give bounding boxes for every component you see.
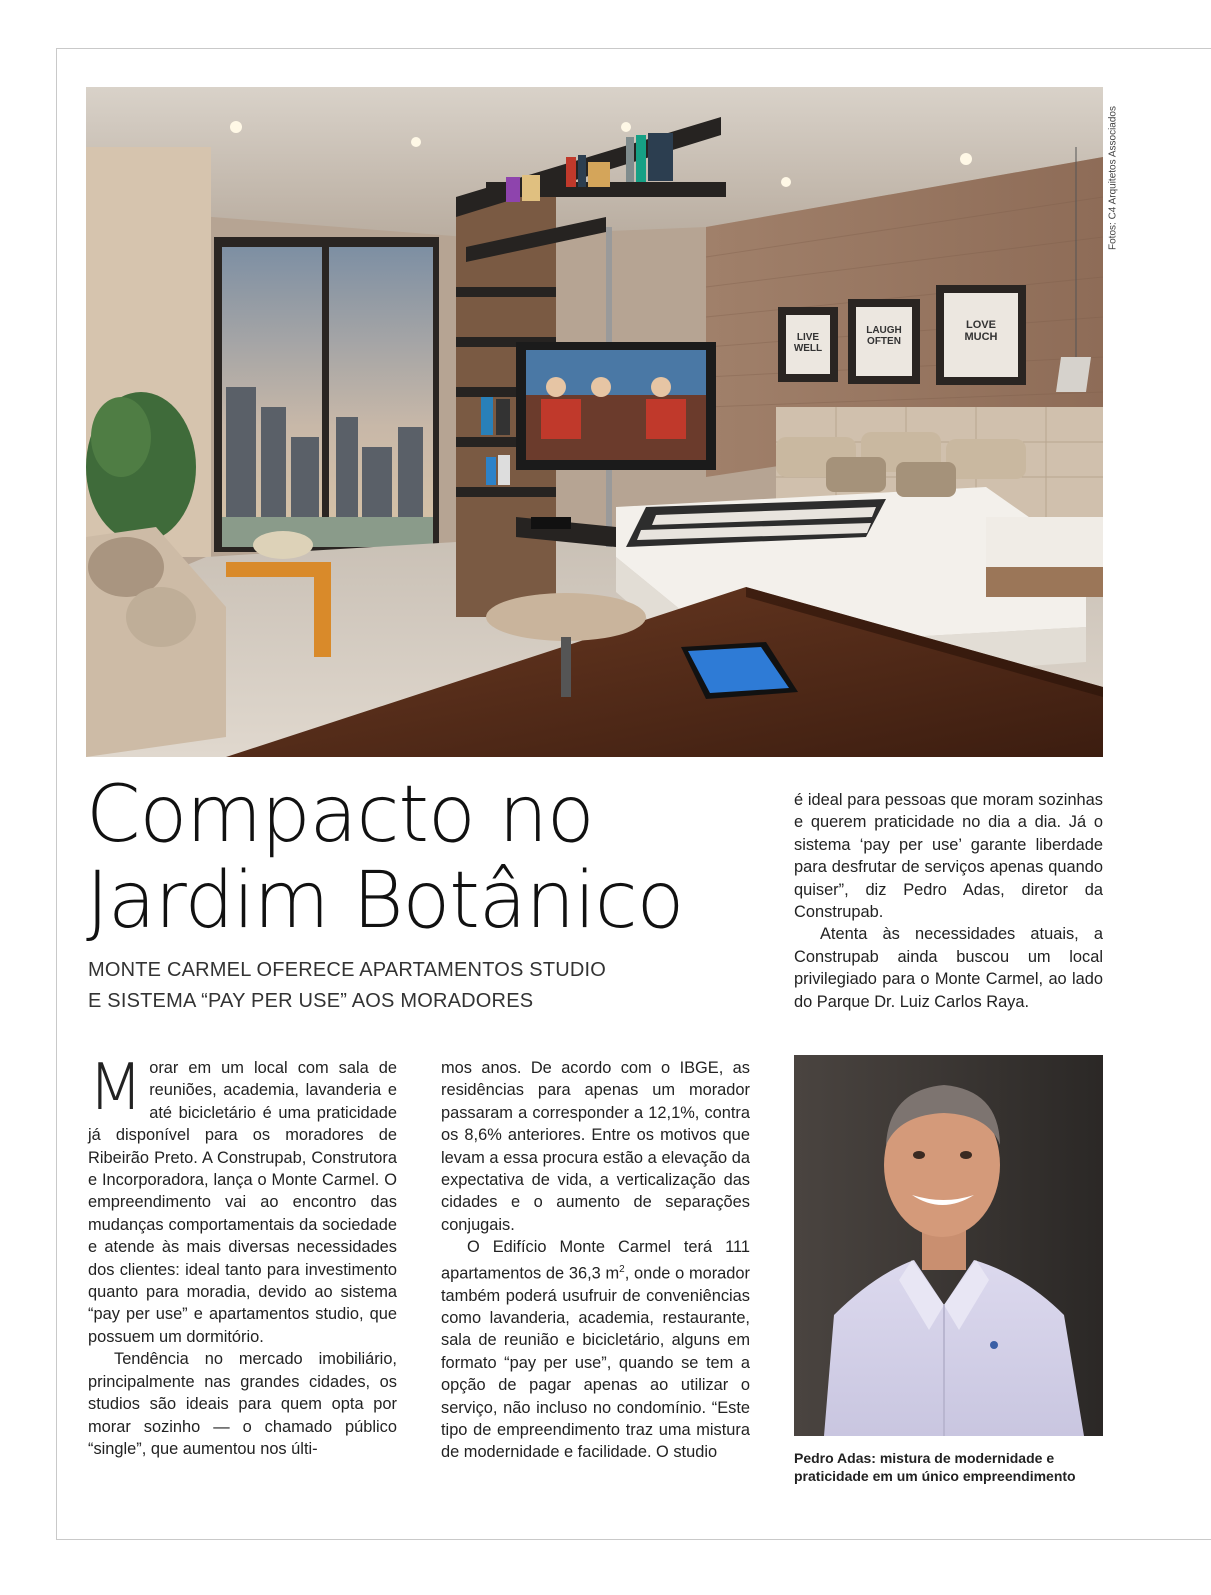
paragraph: mos anos. De acordo com o IBGE, as residências para apenas um morador passaram a corresponder a 12,1%, contra os 8,6% anteriores. Entre os motivos que levam a essa procura estão a elevação da expectativa de vida, a verticalização das cidades e o aumento de separações conjugais. (441, 1059, 750, 1234)
art-frame-line: LAUGH (866, 325, 902, 336)
paragraph: é ideal para pessoas que moram sozinhas e querem praticidade no dia a dia. Já o sistema ‘pay per use’ garante liberdade para desfrutar de serviços apenas quando quiser”, diz Pedro Adas, diretor da Construpab. (794, 791, 1103, 922)
article-subtitle-line: E SISTEMA “PAY PER USE” AOS MORADORES (88, 990, 534, 1012)
photo-caption (794, 1449, 1114, 1485)
article-title-line: Jardim Botânico (86, 856, 684, 946)
paragraph (88, 1051, 397, 1348)
article-subtitle-line: MONTE CARMEL OFERECE APARTAMENTOS STUDIO (88, 959, 607, 981)
photo-caption-line: Pedro Adas: mistura de modernidade e (794, 1450, 1055, 1466)
paragraph-text: orar em um local com sala de reuniões, academia, lavanderia e até bicicletário é uma praticidade já disponível para os moradores de Ribeirão Preto. A Construpab, Construtora e Incorporadora, lança o Monte Carmel. O empreendimento vai ao encontro das mudanças comportamentais da sociedade e atende às mais diversas necessidades dos clientes: ideal tanto para investimento quanto para moradia, devido ao sistema “pay per use” e apartamentos studio, que possuem um dormitório. (88, 1059, 397, 1346)
article-column-2 (441, 1057, 750, 1464)
art-frame-line: LIVE (796, 332, 820, 343)
photo-credit (1106, 88, 1120, 268)
article-title (86, 772, 746, 944)
art-frame-line: WELL (793, 343, 823, 354)
article-title-line: Compacto no (86, 770, 594, 860)
superscript: 2 (619, 1263, 625, 1275)
article-subtitle (88, 955, 648, 1017)
art-frame-love-much (944, 319, 1018, 343)
studio-apartment-photo (86, 87, 1103, 757)
paragraph: Tendência no mercado imobiliário, principalmente nas grandes cidades, os studios são ideais para quem opta por morar sozinho — o chamado público “single”, que aumentou nos últi- (88, 1350, 397, 1458)
paragraph: Atenta às necessidades atuais, a Construpab ainda buscou um local privilegiado para o Monte Carmel, ao lado do Parque Dr. Luiz Carlos Raya. (794, 925, 1103, 1011)
art-frame-line: OFTEN (867, 336, 901, 347)
art-frame-live-well (786, 332, 830, 354)
article-column-1 (88, 1051, 397, 1460)
photo-credit-text: Fotos: C4 Arquitetos Associados (1107, 106, 1119, 250)
art-frame-line: LOVE (966, 319, 996, 331)
art-frame-laugh-often (856, 325, 912, 347)
paragraph-text: O Edifício Monte Carmel terá 111 apartamentos de 36,3 m (441, 1238, 750, 1283)
paragraph-text: , onde o morador também poderá usufruir de conveniências como lavanderia, academia, restaurante, sala de reunião e bicicletário, alguns em formato “pay per use”, quando se tem a opção de pagar apenas ao utilizar o serviço, não incluso no condomínio. “Este tipo de empreendimento traz uma mistura de modernidade e facilidade. O studio (441, 1264, 750, 1462)
art-frame-line: MUCH (964, 331, 998, 343)
photo-caption-line: praticidade em um único empreendimento (794, 1468, 1076, 1484)
drop-cap: M (88, 1051, 144, 1125)
article-column-3 (794, 789, 1103, 1013)
paragraph (441, 1236, 750, 1464)
portrait-photo (794, 1055, 1103, 1436)
